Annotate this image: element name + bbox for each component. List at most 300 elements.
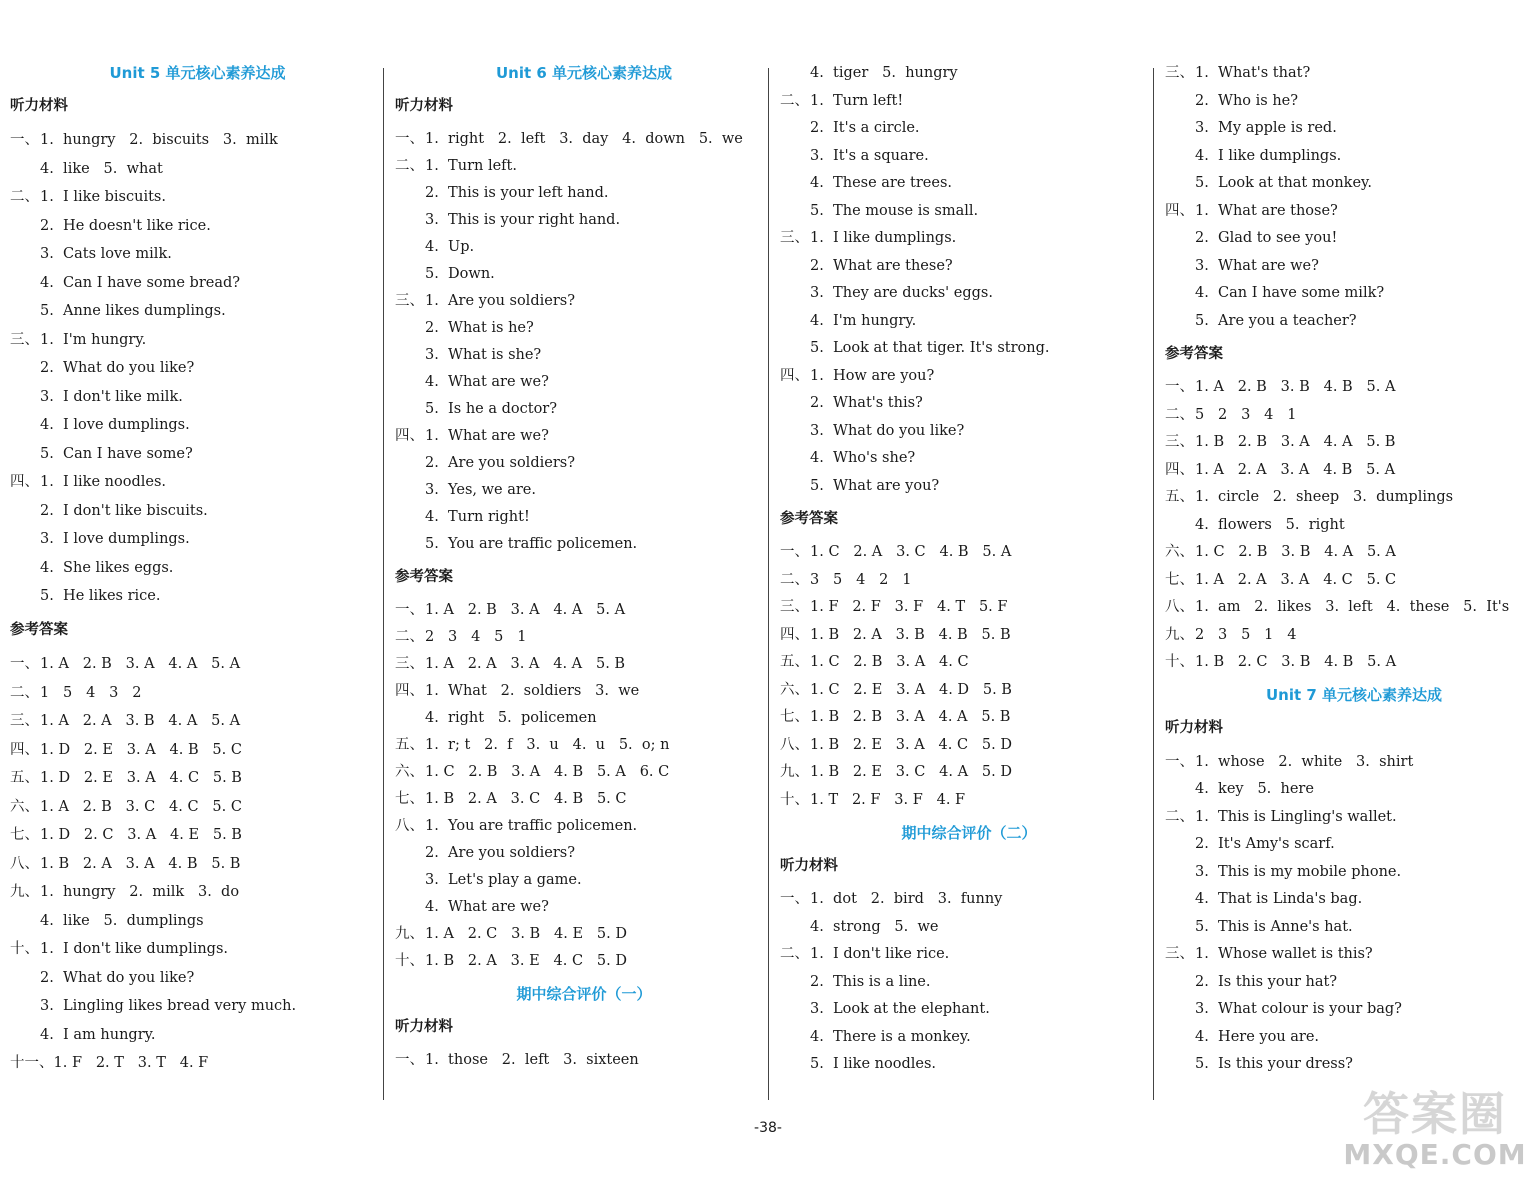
answer-line xyxy=(780,968,1148,996)
answer-text: 1. whose 2. white 3. shirt xyxy=(1195,754,1414,770)
answer-line xyxy=(395,504,763,531)
answer-line xyxy=(10,297,375,326)
answer-line xyxy=(395,180,763,207)
item-number: 一、 xyxy=(395,602,424,618)
item-number: 八、 xyxy=(1165,599,1194,615)
answer-text: 3. Cats love milk. xyxy=(40,246,172,262)
answer-text: 5. Anne likes dumplings. xyxy=(40,303,226,319)
answer-text: 3. Lingling likes bread very much. xyxy=(40,998,297,1014)
answer-text: 5. Are you a teacher? xyxy=(1195,313,1357,329)
answer-line xyxy=(10,525,375,554)
answer-line xyxy=(780,731,1148,759)
answer-text: 4. Can I have some milk? xyxy=(1195,285,1385,301)
answer-line xyxy=(395,531,763,558)
answer-text: 2. What do you like? xyxy=(40,360,195,376)
answer-text: 4. Here you are. xyxy=(1195,1029,1320,1045)
answer-text: 3. This is your right hand. xyxy=(425,212,621,228)
section-heading: 参考答案 xyxy=(1165,346,1223,362)
answer-text: 4. That is Linda's bag. xyxy=(1195,891,1363,907)
answer-line xyxy=(395,732,763,759)
answer-text: 1. This is Lingling's wallet. xyxy=(1195,809,1397,825)
answer-text: 1. dot 2. bird 3. funny xyxy=(810,891,1003,907)
answer-line xyxy=(780,1023,1148,1051)
answer-line xyxy=(10,269,375,297)
section-heading: 参考答案 xyxy=(780,511,838,527)
answer-text: 4. I like dumplings. xyxy=(1195,148,1342,164)
answer-text: 2. What are these? xyxy=(810,258,953,274)
answer-text: 4. like 5. dumplings xyxy=(40,913,204,929)
answer-text: 1. D 2. E 3. A 4. C 5. B xyxy=(40,770,242,786)
item-number: 四、 xyxy=(1165,462,1194,478)
item-number: 一、 xyxy=(395,1052,424,1068)
answer-line xyxy=(1165,748,1533,776)
item-number: 四、 xyxy=(395,683,424,699)
answer-line xyxy=(10,240,375,269)
answer-line xyxy=(780,170,1148,197)
item-number: 四、 xyxy=(10,742,39,758)
answer-text: 1. those 2. left 3. sixteen xyxy=(425,1052,639,1068)
answer-text: 1. I don't like dumplings. xyxy=(40,941,229,957)
answer-text: 1. A 2. B 3. C 4. C 5. C xyxy=(40,799,242,815)
answer-text: 3. Yes, we are. xyxy=(425,482,536,498)
answer-line xyxy=(395,705,763,732)
answer-line xyxy=(395,921,763,948)
answer-text: 2. This is a line. xyxy=(810,974,931,990)
item-number: 三、 xyxy=(1165,946,1194,962)
answer-line xyxy=(780,621,1148,649)
answer-text: 3. It's a square. xyxy=(810,148,929,164)
answer-text: 3. What colour is your bag? xyxy=(1195,1001,1402,1017)
answer-line xyxy=(780,594,1148,621)
answer-line xyxy=(10,411,375,440)
answer-line xyxy=(395,234,763,261)
item-number: 七、 xyxy=(10,827,39,843)
answer-text: 5. I like noodles. xyxy=(810,1056,936,1072)
answer-line xyxy=(10,935,375,964)
column-divider xyxy=(1153,68,1154,1100)
section-heading: 听力材料 xyxy=(780,858,838,874)
answer-text: 1. B 2. A 3. C 4. B 5. C xyxy=(425,791,627,807)
item-number: 一、 xyxy=(395,131,424,147)
answer-text: 4. I'm hungry. xyxy=(810,313,917,329)
answer-line xyxy=(1165,401,1533,429)
item-number: 一、 xyxy=(780,891,809,907)
answer-text: 1. B 2. E 3. A 4. C 5. D xyxy=(810,737,1012,753)
section-heading: 听力材料 xyxy=(395,98,453,114)
section-heading: 参考答案 xyxy=(10,622,68,638)
answer-line xyxy=(1165,252,1533,280)
answer-text: 1. What are those? xyxy=(1195,203,1338,219)
answer-line xyxy=(10,440,375,468)
answer-text: 1. B 2. B 3. A 4. A 5. B xyxy=(810,709,1011,725)
answer-line xyxy=(10,707,375,736)
section-title: 期中综合评价（一） xyxy=(516,985,652,1003)
section-title: Unit 6 单元核心素养达成 xyxy=(495,64,673,82)
answer-line xyxy=(1165,115,1533,142)
item-number: 二、 xyxy=(780,946,809,962)
item-number: 九、 xyxy=(780,764,809,780)
answer-text: 1. B 2. A 3. A 4. B 5. B xyxy=(40,856,241,872)
answer-text: 1. A 2. B 3. A 4. A 5. A xyxy=(40,656,241,672)
item-number: 八、 xyxy=(10,856,39,872)
answer-text: 1. right 2. left 3. day 4. down 5. we xyxy=(425,131,743,147)
answer-line xyxy=(780,996,1148,1023)
item-number: 四、 xyxy=(780,368,809,384)
watermark xyxy=(1340,1078,1530,1176)
answer-line xyxy=(10,907,375,935)
item-number: 二、 xyxy=(395,158,424,174)
answer-line xyxy=(1165,1051,1533,1078)
answer-text: 5. The mouse is small. xyxy=(810,203,979,219)
item-number: 十、 xyxy=(10,941,39,957)
page-number: -38- xyxy=(754,1120,782,1136)
answer-line xyxy=(1165,776,1533,803)
answer-text: 1. A 2. B 3. B 4. B 5. A xyxy=(1195,379,1396,395)
answer-text: 2. This is your left hand. xyxy=(425,185,609,201)
answer-line xyxy=(780,566,1148,594)
answer-text: 1. C 2. A 3. C 4. B 5. A xyxy=(810,544,1012,560)
answer-text: 1. D 2. E 3. A 4. B 5. C xyxy=(40,742,242,758)
answer-line xyxy=(10,736,375,764)
item-number: 四、 xyxy=(10,474,39,490)
answer-text: 1. B 2. C 3. B 4. B 5. A xyxy=(1195,654,1397,670)
item-number: 三、 xyxy=(780,230,809,246)
answer-line xyxy=(395,261,763,288)
answer-line xyxy=(10,650,375,679)
column-divider xyxy=(383,68,384,1100)
answer-text: 5. Is he a doctor? xyxy=(425,401,558,417)
answer-line xyxy=(1165,456,1533,484)
answer-line xyxy=(1165,87,1533,115)
answer-line xyxy=(395,624,763,651)
section-heading: 听力材料 xyxy=(10,98,68,114)
answer-line xyxy=(395,813,763,840)
column-3 xyxy=(780,60,1148,1078)
answer-text: 2. What do you like? xyxy=(40,970,195,986)
item-number: 五、 xyxy=(1165,489,1194,505)
answer-line xyxy=(10,354,375,383)
watermark-site-text: MXQE.COM xyxy=(1343,1138,1527,1171)
answer-text: 5. Look at that monkey. xyxy=(1195,175,1372,191)
answer-line xyxy=(780,115,1148,142)
answer-line xyxy=(10,126,375,155)
answer-text: 1. B 2. B 3. A 4. A 5. B xyxy=(1195,434,1396,450)
answer-line xyxy=(395,369,763,396)
answer-line xyxy=(780,87,1148,115)
section-title: 期中综合评价（二） xyxy=(901,824,1037,842)
answer-text: 5. Is this your dress? xyxy=(1195,1056,1353,1072)
answer-line xyxy=(395,126,763,153)
answer-text: 4. tiger 5. hungry xyxy=(810,65,958,81)
answer-line xyxy=(780,913,1148,941)
answer-text: 5. You are traffic policemen. xyxy=(425,536,638,552)
item-number: 三、 xyxy=(1165,65,1194,81)
answer-line xyxy=(1165,60,1533,87)
answer-line xyxy=(395,948,763,975)
answer-text: 1. How are you? xyxy=(810,368,935,384)
column-divider xyxy=(768,68,769,1100)
answer-text: 1. What are we? xyxy=(425,428,549,444)
answer-line xyxy=(1165,886,1533,913)
column-2 xyxy=(395,60,763,1074)
answer-text: 1. Turn left! xyxy=(810,93,904,109)
answer-line xyxy=(395,894,763,921)
answer-text: 1. T 2. F 3. F 4. F xyxy=(810,792,966,808)
answer-text: 1. What's that? xyxy=(1195,65,1311,81)
answer-line xyxy=(395,597,763,624)
item-number: 四、 xyxy=(395,428,424,444)
answer-line xyxy=(10,383,375,411)
answer-text: 2. It's Amy's scarf. xyxy=(1195,836,1335,852)
answer-text: 1. hungry 2. milk 3. do xyxy=(40,884,240,900)
answer-line xyxy=(780,362,1148,390)
answer-line xyxy=(395,450,763,477)
item-number: 十、 xyxy=(395,953,424,969)
answer-text: 3. I love dumplings. xyxy=(40,531,190,547)
answer-text: 1. A 2. A 3. A 4. A 5. B xyxy=(425,656,626,672)
answer-text: 1. A 2. B 3. A 4. A 5. A xyxy=(425,602,626,618)
answer-text: 1. C 2. B 3. A 4. C xyxy=(810,654,969,670)
item-number: 九、 xyxy=(1165,627,1194,643)
answer-line xyxy=(1165,280,1533,307)
answer-text: 1. A 2. A 3. A 4. C 5. C xyxy=(1195,572,1397,588)
answer-line xyxy=(1165,484,1533,511)
answer-text: 1. D 2. C 3. A 4. E 5. B xyxy=(40,827,242,843)
item-number: 一、 xyxy=(780,544,809,560)
answer-text: 3. This is my mobile phone. xyxy=(1195,864,1402,880)
answer-text: 4. Up. xyxy=(425,239,475,255)
answer-text: 1. F 2. T 3. T 4. F xyxy=(53,1055,209,1071)
answer-text: 2. Who is he? xyxy=(1195,93,1299,109)
answer-line xyxy=(395,396,763,423)
answer-text: 2. Are you soldiers? xyxy=(425,455,575,471)
item-number: 二、 xyxy=(10,189,39,205)
answer-line xyxy=(10,1021,375,1049)
item-number: 六、 xyxy=(10,799,39,815)
answer-line xyxy=(780,417,1148,445)
answer-line xyxy=(10,878,375,907)
answer-line xyxy=(10,1049,375,1078)
watermark-logo-text: 答案圈 xyxy=(1363,1087,1507,1141)
answer-text: 4. She likes eggs. xyxy=(40,560,174,576)
answer-line xyxy=(780,60,1148,87)
answer-line xyxy=(10,497,375,525)
answer-text: 5. Look at that tiger. It's strong. xyxy=(810,340,1050,356)
answer-line xyxy=(395,207,763,234)
item-number: 二、 xyxy=(395,629,424,645)
answer-text: 1. Turn left. xyxy=(425,158,517,174)
answer-line xyxy=(10,764,375,793)
item-number: 七、 xyxy=(1165,572,1194,588)
item-number: 二、 xyxy=(780,572,809,588)
answer-line xyxy=(395,759,763,786)
item-number: 三、 xyxy=(395,656,424,672)
item-number: 二、 xyxy=(10,685,39,701)
answer-line xyxy=(1165,1023,1533,1051)
item-number: 五、 xyxy=(780,654,809,670)
answer-text: 1. B 2. E 3. C 4. A 5. D xyxy=(810,764,1012,780)
answer-text: 4. There is a monkey. xyxy=(810,1029,971,1045)
answer-line xyxy=(1165,996,1533,1023)
answer-line xyxy=(1165,649,1533,676)
answer-line xyxy=(10,582,375,611)
answer-text: 4. What are we? xyxy=(425,374,549,390)
answer-line xyxy=(1165,566,1533,594)
answer-text: 5. What are you? xyxy=(810,478,940,494)
item-number: 六、 xyxy=(1165,544,1194,560)
answer-text: 3. They are ducks' eggs. xyxy=(810,285,993,301)
answer-line xyxy=(780,445,1148,472)
answer-line xyxy=(1165,968,1533,996)
answer-line xyxy=(1165,621,1533,649)
answer-text: 3. I don't like milk. xyxy=(40,389,183,405)
item-number: 八、 xyxy=(780,737,809,753)
answer-line xyxy=(395,678,763,705)
answer-line xyxy=(10,326,375,354)
item-number: 二、 xyxy=(1165,407,1194,423)
answer-text: 1. C 2. B 3. A 4. B 5. A 6. C xyxy=(425,764,670,780)
answer-text: 3. My apple is red. xyxy=(1195,120,1337,136)
section-title: Unit 5 单元核心素养达成 xyxy=(109,64,286,82)
answer-text: 5. This is Anne's hat. xyxy=(1195,919,1353,935)
answer-line xyxy=(10,992,375,1021)
item-number: 一、 xyxy=(10,656,39,672)
answer-text: 3. Look at the elephant. xyxy=(810,1001,990,1017)
answer-text: 1. I don't like rice. xyxy=(810,946,950,962)
answer-text: 1. A 2. C 3. B 4. E 5. D xyxy=(425,926,627,942)
item-number: 三、 xyxy=(10,332,39,348)
answer-text: 4. I am hungry. xyxy=(40,1027,156,1043)
item-number: 六、 xyxy=(780,682,809,698)
answer-line xyxy=(780,786,1148,814)
answer-line xyxy=(1165,539,1533,566)
answer-text: 3. Let's play a game. xyxy=(425,872,582,888)
answer-text: 5. He likes rice. xyxy=(40,588,161,604)
item-number: 四、 xyxy=(780,627,809,643)
item-number: 十、 xyxy=(780,792,809,808)
answer-text: 1. hungry 2. biscuits 3. milk xyxy=(40,132,278,148)
item-number: 三、 xyxy=(10,713,39,729)
answer-line xyxy=(10,183,375,212)
answer-line xyxy=(10,212,375,240)
answer-text: 1. F 2. F 3. F 4. T 5. F xyxy=(810,599,1008,615)
answer-text: 1. C 2. E 3. A 4. D 5. B xyxy=(810,682,1012,698)
answer-line xyxy=(780,472,1148,500)
answer-text: 4. strong 5. we xyxy=(810,919,939,935)
answer-line xyxy=(780,759,1148,786)
item-number: 九、 xyxy=(10,884,39,900)
answer-text: 1. I like dumplings. xyxy=(810,230,957,246)
answer-line xyxy=(780,225,1148,252)
answer-text: 1. A 2. A 3. A 4. B 5. A xyxy=(1195,462,1396,478)
answer-text: 1. Whose wallet is this? xyxy=(1195,946,1373,962)
answer-line xyxy=(10,964,375,992)
answer-line xyxy=(1165,142,1533,170)
item-number: 一、 xyxy=(10,132,39,148)
answer-text: 1. You are traffic policemen. xyxy=(425,818,638,834)
item-number: 一、 xyxy=(1165,754,1194,770)
item-number: 八、 xyxy=(395,818,424,834)
answer-text: 2. What is he? xyxy=(425,320,534,336)
answer-text: 5. Down. xyxy=(425,266,495,282)
answer-line xyxy=(780,142,1148,170)
answer-line xyxy=(780,335,1148,362)
answer-text: 4. I love dumplings. xyxy=(40,417,190,433)
answer-text: 2. Is this your hat? xyxy=(1195,974,1338,990)
section-heading: 听力材料 xyxy=(395,1019,453,1035)
answer-text: 1. r; t 2. f 3. u 4. u 5. o; n xyxy=(425,737,670,753)
answer-text: 1. A 2. A 3. B 4. A 5. A xyxy=(40,713,241,729)
answer-text: 1. circle 2. sheep 3. dumplings xyxy=(1195,489,1454,505)
item-number: 二、 xyxy=(1165,809,1194,825)
answer-line xyxy=(1165,307,1533,335)
answer-text: 4. right 5. policemen xyxy=(425,710,597,726)
answer-line xyxy=(1165,374,1533,401)
answer-line xyxy=(1165,941,1533,968)
answer-line xyxy=(1165,831,1533,858)
item-number: 七、 xyxy=(395,791,424,807)
answer-text: 2. It's a circle. xyxy=(810,120,920,136)
item-number: 三、 xyxy=(780,599,809,615)
answer-line xyxy=(10,679,375,707)
answer-line xyxy=(780,649,1148,676)
answer-text: 2 3 4 5 1 xyxy=(425,629,527,645)
answer-line xyxy=(10,554,375,582)
section-title: Unit 7 单元核心素养达成 xyxy=(1265,686,1443,704)
answer-text: 1. C 2. B 3. B 4. A 5. A xyxy=(1195,544,1396,560)
answer-line xyxy=(780,307,1148,335)
answer-text: 5. Can I have some? xyxy=(40,446,193,462)
answer-line xyxy=(1165,197,1533,225)
answer-line xyxy=(780,390,1148,417)
item-number: 七、 xyxy=(780,709,809,725)
answer-text: 4. What are we? xyxy=(425,899,549,915)
answer-text: 4. These are trees. xyxy=(810,175,953,191)
answer-line xyxy=(395,651,763,678)
answer-line xyxy=(1165,803,1533,831)
answer-line xyxy=(10,468,375,497)
answer-text: 2. He doesn't like rice. xyxy=(40,218,211,234)
answer-text: 3. What do you like? xyxy=(810,423,965,439)
answer-line xyxy=(395,288,763,315)
answer-text: 3 5 4 2 1 xyxy=(810,572,912,588)
answer-line xyxy=(1165,511,1533,539)
answer-text: 1 5 4 3 2 xyxy=(40,685,142,701)
answer-line xyxy=(10,821,375,850)
answer-text: 3. What is she? xyxy=(425,347,542,363)
answer-text: 4. Can I have some bread? xyxy=(40,275,241,291)
item-number: 十、 xyxy=(1165,654,1194,670)
section-heading: 参考答案 xyxy=(395,569,453,585)
answer-line xyxy=(780,197,1148,225)
answer-line xyxy=(780,539,1148,566)
answer-text: 4. like 5. what xyxy=(40,161,163,177)
answer-text: 4. flowers 5. right xyxy=(1195,517,1345,533)
answer-line xyxy=(780,676,1148,704)
answer-text: 2. What's this? xyxy=(810,395,923,411)
answer-text: 2 3 5 1 4 xyxy=(1195,627,1297,643)
answer-text: 2. I don't like biscuits. xyxy=(40,503,208,519)
answer-text: 2. Are you soldiers? xyxy=(425,845,575,861)
answer-text: 1. I'm hungry. xyxy=(40,332,147,348)
answer-text: 2. Glad to see you! xyxy=(1195,230,1338,246)
answer-text: 4. key 5. here xyxy=(1195,781,1314,797)
column-1 xyxy=(10,60,375,1078)
answer-line xyxy=(395,867,763,894)
item-number: 十一、 xyxy=(10,1055,54,1071)
column-4 xyxy=(1165,60,1533,1078)
answer-text: 1. Are you soldiers? xyxy=(425,293,575,309)
